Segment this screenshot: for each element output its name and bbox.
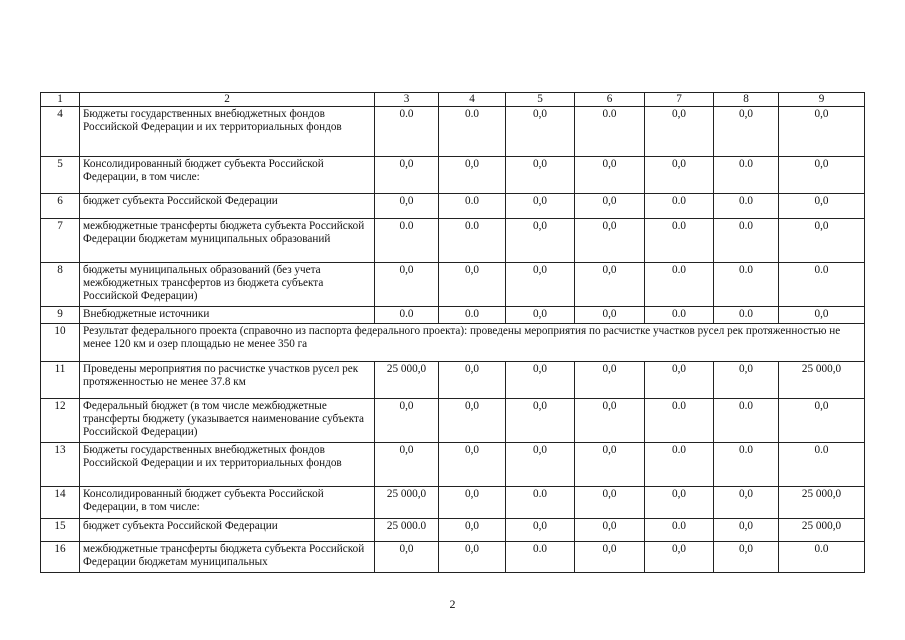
value-cell: 0,0 xyxy=(779,399,865,443)
value-cell: 0,0 xyxy=(506,107,575,157)
value-cell: 0.0 xyxy=(575,107,645,157)
value-cell: 0.0 xyxy=(779,542,865,573)
header-cell: 3 xyxy=(375,93,439,107)
value-cell: 0,0 xyxy=(575,399,645,443)
value-cell: 0.0 xyxy=(645,219,714,263)
value-cell: 0.0 xyxy=(714,399,779,443)
value-cell: 0.0 xyxy=(506,487,575,519)
row-number: 10 xyxy=(41,324,80,362)
value-cell: 0.0 xyxy=(645,399,714,443)
row-description: Федеральный бюджет (в том числе межбюджетные трансферты бюджету (указывается наименование субъекта Российской Федерации) xyxy=(80,399,375,443)
header-cell: 9 xyxy=(779,93,865,107)
value-cell: 0.0 xyxy=(714,443,779,487)
value-cell: 0,0 xyxy=(575,194,645,219)
value-cell: 0.0 xyxy=(645,194,714,219)
table-row xyxy=(41,324,865,362)
value-cell: 0,0 xyxy=(575,219,645,263)
row-description: Консолидированный бюджет субъекта Российской Федерации, в том числе: xyxy=(80,157,375,194)
value-cell: 0,0 xyxy=(779,219,865,263)
value-cell: 25 000,0 xyxy=(375,487,439,519)
row-number: 6 xyxy=(41,194,80,219)
table-row xyxy=(41,519,865,542)
row-description: Бюджеты государственных внебюджетных фондов Российской Федерации и их территориальных фондов xyxy=(80,443,375,487)
row-description: Консолидированный бюджет субъекта Российской Федерации, в том числе: xyxy=(80,487,375,519)
table-row xyxy=(41,307,865,324)
row-description: межбюджетные трансферты бюджета субъекта Российской Федерации бюджетам муниципальных образований xyxy=(80,219,375,263)
row-number: 13 xyxy=(41,443,80,487)
value-cell: 0,0 xyxy=(439,542,506,573)
table-row xyxy=(41,194,865,219)
value-cell: 0,0 xyxy=(779,194,865,219)
header-row xyxy=(41,93,865,107)
budget-table xyxy=(40,92,865,573)
value-cell: 0,0 xyxy=(375,157,439,194)
row-description: межбюджетные трансферты бюджета субъекта Российской Федерации бюджетам муниципальных xyxy=(80,542,375,573)
value-cell: 0.0 xyxy=(714,219,779,263)
value-cell: 0,0 xyxy=(575,542,645,573)
section-result-text: Результат федерального проекта (справочно из паспорта федерального проекта): проведены мероприятия по расчистке участков русел рек протяженностью не менее 120 км и озер площадью не менее 350 га xyxy=(80,324,865,362)
value-cell: 0.0 xyxy=(375,307,439,324)
table-row xyxy=(41,263,865,307)
value-cell: 0,0 xyxy=(645,107,714,157)
value-cell: 0,0 xyxy=(575,263,645,307)
value-cell: 0.0 xyxy=(714,194,779,219)
table-row xyxy=(41,362,865,399)
value-cell: 0,0 xyxy=(439,443,506,487)
value-cell: 0.0 xyxy=(714,157,779,194)
value-cell: 0,0 xyxy=(779,157,865,194)
value-cell: 0,0 xyxy=(506,362,575,399)
row-description: бюджеты муниципальных образований (без учета межбюджетных трансфертов из бюджета субъекта Российской Федерации) xyxy=(80,263,375,307)
value-cell: 0,0 xyxy=(506,443,575,487)
row-number: 16 xyxy=(41,542,80,573)
value-cell: 0,0 xyxy=(506,519,575,542)
value-cell: 0,0 xyxy=(645,362,714,399)
header-cell: 5 xyxy=(506,93,575,107)
table-row xyxy=(41,487,865,519)
row-number: 4 xyxy=(41,107,80,157)
value-cell: 0,0 xyxy=(714,487,779,519)
value-cell: 0,0 xyxy=(714,542,779,573)
value-cell: 25 000,0 xyxy=(779,362,865,399)
row-number: 12 xyxy=(41,399,80,443)
value-cell: 0.0 xyxy=(439,107,506,157)
value-cell: 0,0 xyxy=(714,519,779,542)
row-number: 5 xyxy=(41,157,80,194)
row-number: 11 xyxy=(41,362,80,399)
value-cell: 0.0 xyxy=(645,307,714,324)
value-cell: 0,0 xyxy=(375,542,439,573)
header-cell: 8 xyxy=(714,93,779,107)
value-cell: 0.0 xyxy=(779,263,865,307)
value-cell: 0.0 xyxy=(375,107,439,157)
row-description: Бюджеты государственных внебюджетных фондов Российской Федерации и их территориальных фондов xyxy=(80,107,375,157)
value-cell: 0,0 xyxy=(375,194,439,219)
header-cell: 4 xyxy=(439,93,506,107)
value-cell: 0,0 xyxy=(439,399,506,443)
value-cell: 0,0 xyxy=(506,194,575,219)
value-cell: 0.0 xyxy=(439,219,506,263)
value-cell: 0,0 xyxy=(506,263,575,307)
value-cell: 0,0 xyxy=(439,157,506,194)
value-cell: 0,0 xyxy=(506,157,575,194)
value-cell: 0,0 xyxy=(714,362,779,399)
value-cell: 0,0 xyxy=(506,219,575,263)
value-cell: 0,0 xyxy=(506,399,575,443)
table-row xyxy=(41,219,865,263)
value-cell: 0,0 xyxy=(575,307,645,324)
value-cell: 0,0 xyxy=(439,263,506,307)
row-number: 8 xyxy=(41,263,80,307)
row-number: 14 xyxy=(41,487,80,519)
value-cell: 0,0 xyxy=(645,542,714,573)
value-cell: 0,0 xyxy=(779,307,865,324)
table-row xyxy=(41,399,865,443)
value-cell: 25 000.0 xyxy=(375,519,439,542)
value-cell: 0.0 xyxy=(645,263,714,307)
row-description: бюджет субъекта Российской Федерации xyxy=(80,194,375,219)
value-cell: 25 000,0 xyxy=(779,487,865,519)
value-cell: 0,0 xyxy=(375,263,439,307)
value-cell: 0,0 xyxy=(439,519,506,542)
value-cell: 0,0 xyxy=(714,107,779,157)
header-cell: 6 xyxy=(575,93,645,107)
page-number: 2 xyxy=(449,597,456,611)
row-number: 7 xyxy=(41,219,80,263)
value-cell: 0.0 xyxy=(714,263,779,307)
table-body xyxy=(41,93,865,573)
value-cell: 0,0 xyxy=(575,443,645,487)
value-cell: 0,0 xyxy=(575,362,645,399)
header-cell: 2 xyxy=(80,93,375,107)
table-row xyxy=(41,443,865,487)
value-cell: 0.0 xyxy=(645,443,714,487)
row-number: 9 xyxy=(41,307,80,324)
header-cell: 7 xyxy=(645,93,714,107)
value-cell: 0.0 xyxy=(439,307,506,324)
value-cell: 0.0 xyxy=(375,219,439,263)
table-row xyxy=(41,542,865,573)
table-row xyxy=(41,107,865,157)
row-description: бюджет субъекта Российской Федерации xyxy=(80,519,375,542)
value-cell: 0.0 xyxy=(439,194,506,219)
value-cell: 0,0 xyxy=(375,399,439,443)
value-cell: 0,0 xyxy=(645,157,714,194)
row-description: Проведены мероприятия по расчистке участков русел рек протяженностью не менее 37.8 км xyxy=(80,362,375,399)
value-cell: 0.0 xyxy=(779,443,865,487)
value-cell: 0.0 xyxy=(645,519,714,542)
value-cell: 0,0 xyxy=(575,157,645,194)
header-cell: 1 xyxy=(41,93,80,107)
value-cell: 0,0 xyxy=(506,307,575,324)
row-description: Внебюджетные источники xyxy=(80,307,375,324)
value-cell: 0.0 xyxy=(506,542,575,573)
value-cell: 0.0 xyxy=(714,307,779,324)
value-cell: 0,0 xyxy=(575,487,645,519)
value-cell: 0,0 xyxy=(645,487,714,519)
row-number: 15 xyxy=(41,519,80,542)
value-cell: 0,0 xyxy=(779,107,865,157)
value-cell: 0,0 xyxy=(439,487,506,519)
table-row xyxy=(41,157,865,194)
value-cell: 0,0 xyxy=(439,362,506,399)
value-cell: 25 000,0 xyxy=(375,362,439,399)
value-cell: 0,0 xyxy=(575,519,645,542)
value-cell: 25 000,0 xyxy=(779,519,865,542)
value-cell: 0,0 xyxy=(375,443,439,487)
